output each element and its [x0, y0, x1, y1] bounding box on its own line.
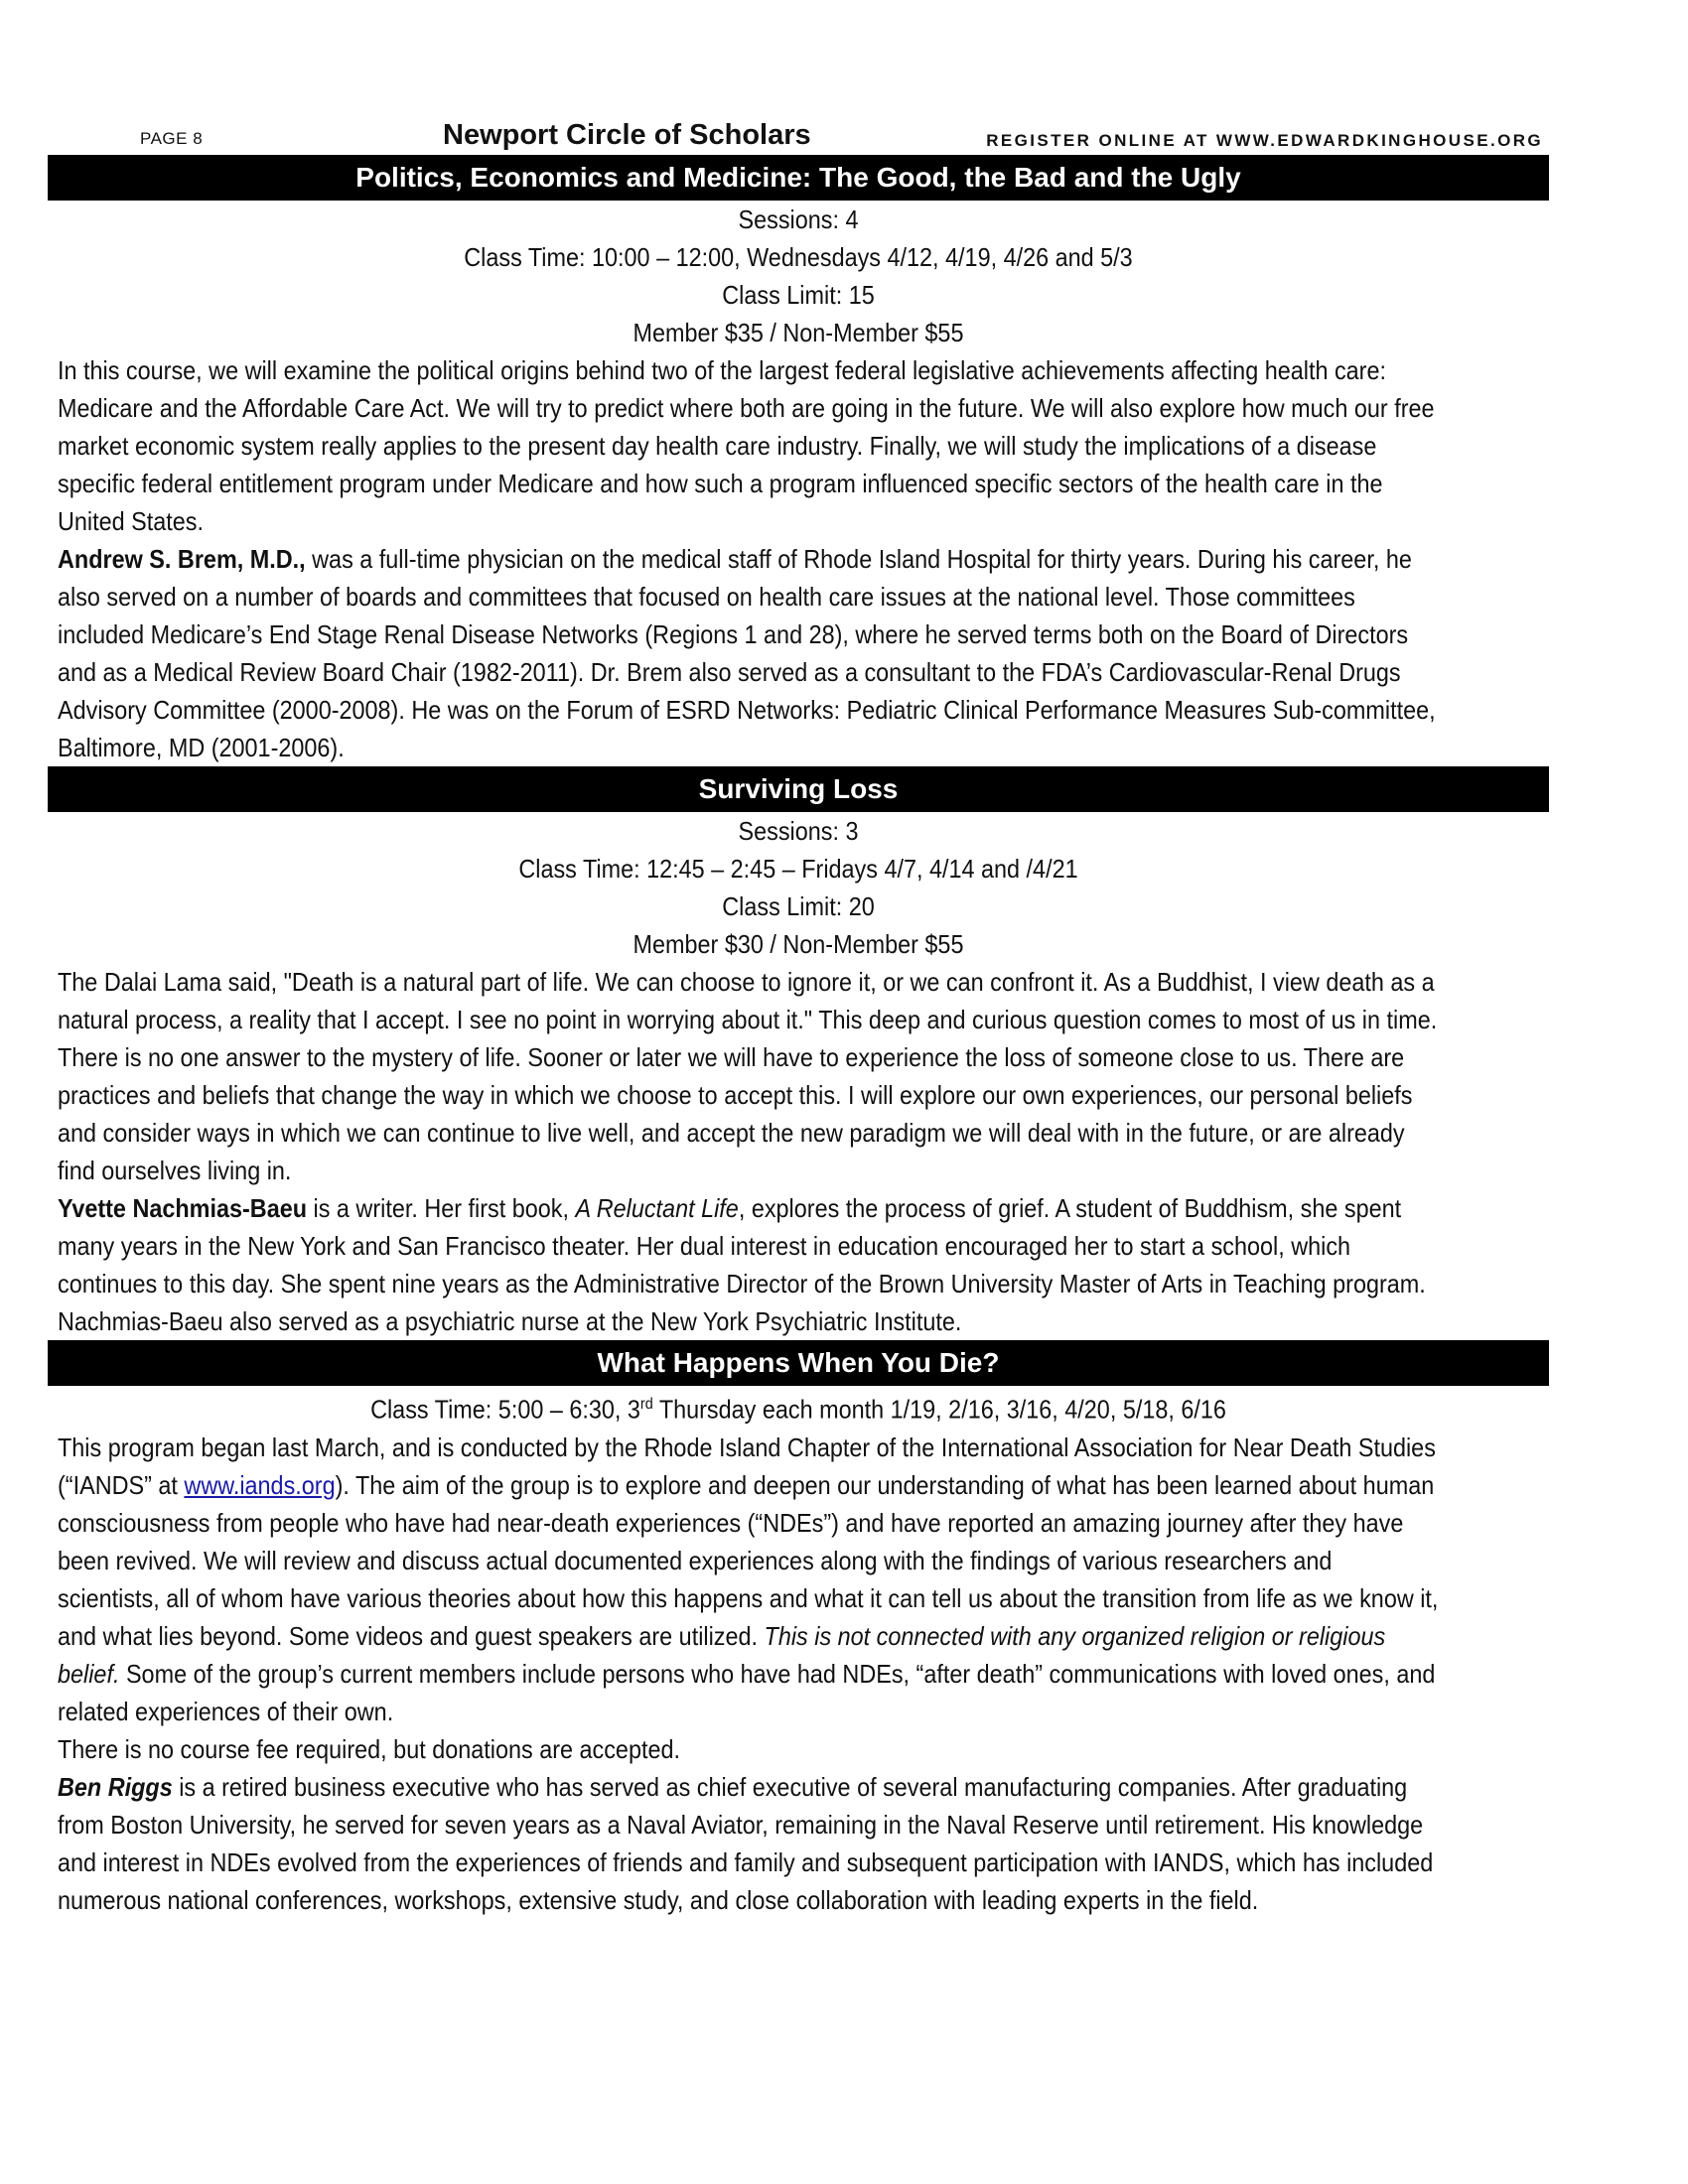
course3-desc-italic: This is not connected with any organized religion or religious belief. [58, 1620, 1386, 1689]
course1-instructor-bio [58, 540, 1439, 766]
course-title-politics: Politics, Economics and Medicine: The Good, the Bad and the Ugly [48, 155, 1549, 201]
course1-description: In this course, we will examine the political origins behind two of the largest federal legislative achievements affecting health care: Medicare and the Affordable Care Act. We will try to predict where both are going in the future. We will also explore how much our free market economic system really applies to the present day health care industry. Finally, we will study the implications of a disease specific federal entitlement program under Medicare and how such a program influenced specific sectors of the health care in the United States. [58, 355, 1435, 536]
course1-bio-text: was a full-time physician on the medical staff of Rhode Island Hospital for thirty years. During his career, he also served on a number of boards and committees that focused on health care issues at the national level. Those committees included Medicare’s End Stage Renal Disease Networks (Regions 1 and 28), where he served terms both on the Board of Directors and as a Medical Review Board Chair (1982-2011). Dr. Brem also served as a consultant to the FDA’s Cardiovascular-Renal Drugs Advisory Committee (2000-2008). He was on the Forum of ESRD Networks: Pediatric Clinical Performance Measures Sub-committee, Baltimore, MD (2001-2006). [58, 544, 1436, 762]
course2-description: The Dalai Lama said, "Death is a natural part of life. We can choose to ignore it, or we can confront it. As a Buddhist, I view death as a natural process, a reality that I accept. I see no point in worrying about it." This deep and curious question comes to most of us in time. There is no one answer to the mystery of life. Sooner or later we will have to experience the loss of someone close to us. There are practices and beliefs that change the way in which we choose to accept this. I will explore our own experiences, our personal beliefs and consider ways in which we can continue to live well, and accept the new paradigm we will deal with in the future, or are already find ourselves living in. [58, 967, 1438, 1185]
course2-bio-part2: , explores the process of grief. A student of Buddhism, she spent many years in the New York and San Francisco theater. Her dual interest in education encouraged her to start a school, which continues to this day. She spent nine years as the Administrative Director of the Brown University Master of Arts in Teaching program. Nachmias-Baeu also served as a psychiatric nurse at the New York Psychiatric Institute. [58, 1193, 1426, 1336]
course3-time-prefix: Class Time: 5:00 – 6:30, 3 [370, 1394, 640, 1425]
course3-fee-note: There is no course fee required, but donations are accepted. [58, 1733, 680, 1764]
course2-book-title: A Reluctant Life [575, 1193, 739, 1223]
course1-fee: Member $35 / Non-Member $55 [633, 318, 964, 347]
page-header [48, 117, 1549, 155]
org-name: Newport Circle of Scholars [443, 119, 811, 151]
course2-instructor-name: Yvette Nachmias-Baeu [58, 1193, 308, 1223]
page-number: PAGE 8 [140, 129, 204, 148]
course2-bio-part1: is a writer. Her first book, [307, 1193, 576, 1223]
course-title-what-happens: What Happens When You Die? [48, 1340, 1549, 1386]
course1-instructor-name: Andrew S. Brem, M.D., [58, 544, 306, 574]
course2-instructor-bio [58, 1189, 1439, 1340]
course3-desc-part1: This program began last March, and is conducted by the Rhode Island Chapter of the International Association for Near Death Studies (“IANDS” at [58, 1432, 1436, 1500]
course3-class-time [123, 1386, 1475, 1429]
course-title-surviving-loss: Surviving Loss [48, 766, 1549, 812]
course3-instructor-bio [58, 1768, 1439, 1919]
course3-desc-part3: Some of the group’s current members include persons who have had NDEs, “after death” communications with loved ones, and related experiences of their own. [58, 1658, 1436, 1726]
course2-class-limit: Class Limit: 20 [722, 891, 875, 921]
course3-bio-text: is a retired business executive who has served as chief executive of several manufacturing companies. After graduating from Boston University, he served for seven years as a Naval Aviator, remaining in the Naval Reserve until retirement. His knowledge and interest in NDEs evolved from the experiences of friends and family and subsequent participation with IANDS, which has included numerous national conferences, workshops, extensive study, and close collaboration with leading experts in the field. [58, 1771, 1434, 1915]
course2-sessions: Sessions: 3 [738, 816, 859, 846]
course2-class-time: Class Time: 12:45 – 2:45 – Fridays 4/7, 4/14 and /4/21 [518, 854, 1078, 884]
course1-class-limit: Class Limit: 15 [722, 280, 875, 310]
course1-class-time: Class Time: 10:00 – 12:00, Wednesdays 4/12, 4/19, 4/26 and 5/3 [464, 242, 1133, 272]
newsletter-page [48, 117, 1549, 1957]
iands-link[interactable]: www.iands.org [184, 1469, 336, 1500]
course3-time-suffix: Thursday each month 1/19, 2/16, 3/16, 4/20, 5/18, 6/16 [652, 1394, 1226, 1425]
course1-sessions: Sessions: 4 [738, 205, 859, 234]
course2-fee: Member $30 / Non-Member $55 [633, 929, 964, 959]
course3-time-sup: rd [639, 1396, 653, 1413]
course3-instructor-name: Ben Riggs [58, 1771, 173, 1802]
course3-desc-part2: ). The aim of the group is to explore and deepen our understanding of what has been learned about human consciousness from people who have had near-death experiences (“NDEs”) and have reported an amazing journey after they have been revived. We will review and discuss actual documented experiences along with the findings of various researchers and scientists, all of whom have various theories about how this happens and what it can tell us about the transition from life as we know it, and what lies beyond. Some videos and guest speakers are utilized. [58, 1469, 1439, 1651]
register-online-text: REGISTER ONLINE AT WWW.EDWARDKINGHOUSE.ORG [986, 131, 1543, 150]
course3-description [58, 1429, 1439, 1768]
